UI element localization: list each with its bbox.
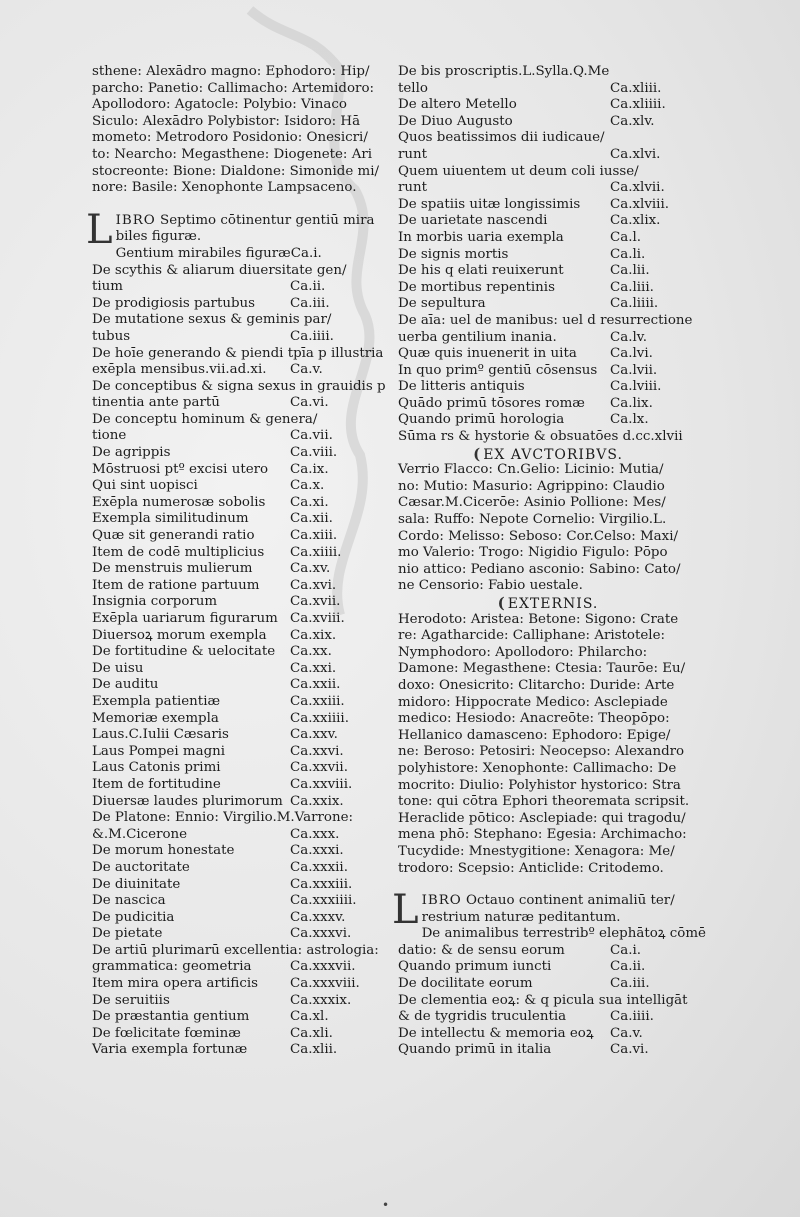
chapter-entry [92, 329, 382, 346]
chapter-number: Ca.i. [610, 942, 642, 958]
chapter-number: Ca.xiii. [290, 528, 338, 544]
chapter-title: De menstruis mulierum [92, 561, 253, 577]
chapter-title: tinentia ante partū [92, 395, 220, 411]
chapter-number: Ca.ii. [610, 959, 646, 975]
chapter-title: Memoriæ exempla [92, 710, 219, 726]
chapter-entry [398, 346, 698, 363]
chapter-title: De sepultura [398, 296, 486, 312]
chapter-title: De conceptu hominum & genera/ [92, 411, 318, 427]
chapter-title: De agrippis [92, 445, 171, 461]
chapter-number: Ca.xxv. [290, 727, 338, 743]
chapter-title: Item de ratione partuum [92, 577, 260, 593]
chapter-number: Ca.xi. [290, 494, 329, 510]
chapter-entry [92, 594, 382, 611]
chapter-entry [398, 114, 698, 131]
text-line: no: Mutio: Masurio: Agrippino: Claudio [398, 478, 665, 494]
chapter-number: Ca.xvii. [290, 594, 341, 610]
text-line: to: Nearcho: Megasthene: Diogenete: Ari [92, 146, 373, 162]
chapter-number: Ca.xxxv. [290, 909, 346, 925]
chapter-entry [92, 412, 382, 429]
text-line: midoro: Hippocrate Medico: Asclepiade [398, 694, 668, 710]
right-column [392, 64, 706, 1059]
chapter-title: Quos beatissimos dii iudicaue/ [398, 130, 605, 146]
chapter-entry [92, 296, 382, 313]
chapter-title: Insignia corporum [92, 594, 218, 610]
text-line: nio attico: Pediano asconio: Sabino: Cato/ [398, 561, 681, 577]
chapter-number: Ca.ix. [290, 461, 329, 477]
text-line: ne Censorio: Fabio uestale. [398, 578, 583, 594]
chapter-entry [92, 777, 382, 794]
chapter-number: Ca.xlviii. [610, 196, 669, 212]
spacer [92, 197, 382, 213]
chapter-entry [398, 396, 698, 413]
chapter-entry [92, 561, 382, 578]
text-line: trodoro: Scepsio: Anticlide: Critodemo. [398, 860, 664, 876]
chapter-title: Diuersoꝝ morum exempla [92, 627, 267, 643]
chapter-number: Ca.iiii. [290, 328, 334, 344]
chapter-title: De Diuo Augusto [398, 113, 513, 129]
chapter-title: De uarietate nascendi [398, 213, 548, 229]
chapter-title: De bis proscriptis.L.Sylla.Q.Me [398, 64, 610, 79]
chapter-number: Ca.xlvii. [610, 180, 665, 196]
book-head-text: Octauo continent animaliū ter/ [466, 893, 675, 909]
chapter-number: Ca.xlii. [290, 1042, 338, 1058]
chapter-title: tello [398, 80, 428, 96]
chapter-title: De docilitate eorum [398, 976, 533, 992]
chapter-title: Laus Pompei magni [92, 743, 226, 759]
chapter-entry [398, 180, 698, 197]
chapter-number: Ca.lv. [610, 329, 647, 345]
chapter-entry [92, 760, 382, 777]
chapter-number: Ca.lii. [610, 263, 650, 279]
text-line: sala: Ruffo: Nepote Cornelio: Virgilio.L. [398, 512, 667, 528]
book-head-line2: biles figuræ. [115, 229, 202, 245]
text-line: stocreonte: Bione: Dialdone: Simonide mi/ [92, 163, 380, 179]
chapter-number: Ca.viii. [290, 445, 338, 461]
chapter-entry [398, 130, 698, 147]
chapter-number: Ca.liiii. [610, 296, 659, 312]
chapter-entry [92, 346, 382, 363]
chapter-title: Sūma rs & hystorie & obsuatōes d.cc.xlvii [398, 429, 683, 445]
chapter-title: Diuersæ laudes plurimorum [92, 793, 283, 809]
chapter-entry [92, 1009, 382, 1026]
chapter-entry [398, 959, 698, 976]
chapter-title: Quando primū horologia [398, 412, 565, 428]
chapter-number: Ca.v. [290, 362, 323, 378]
chapter-title: De Platone: Ennio: Virgilio.M.Varrone: [92, 810, 354, 826]
chapter-entry [398, 976, 698, 993]
chapter-title: De morum honestate [92, 843, 235, 859]
chapter-title: Item de fortitudine [92, 776, 221, 792]
chapter-number: Ca.xxiiii. [290, 710, 349, 726]
chapter-entry [92, 495, 382, 512]
text-line: Damone: Megasthene: Ctesia: Taurōe: Eu/ [398, 661, 686, 677]
text-line: mo Valerio: Trogo: Nigidio Figulo: Pōpo [398, 545, 668, 561]
page-mark: • [382, 1198, 390, 1212]
chapter-entry [398, 330, 698, 347]
spacer [398, 877, 698, 893]
chapter-title: Varia exempla fortunæ [92, 1042, 248, 1058]
chapter-number: Ca.vii. [290, 428, 333, 444]
chapter-entry [398, 429, 698, 446]
chapter-entry [92, 362, 382, 379]
chapter-title: exēpla mensibus.vii.ad.xi. [92, 362, 267, 378]
text-line: medico: Hesiodo: Anacreōte: Theopōpo: [398, 711, 670, 727]
chapter-entry [398, 147, 698, 164]
chapter-number: Ca.xviii. [290, 611, 345, 626]
chapter-entry [398, 81, 698, 98]
chapter-number: Ca.l. [610, 229, 642, 245]
chapter-entry [92, 794, 382, 811]
chapter-number: Ca.xxxvii. [290, 959, 356, 975]
chapter-entry [92, 744, 382, 761]
book-head-line2: restrium naturæ peditantum. [421, 909, 621, 925]
chapter-entry [92, 611, 382, 628]
chapter-entry [398, 943, 698, 960]
chapter-entry [398, 97, 698, 114]
text-line: Hellanico damasceno: Ephodoro: Epige/ [398, 727, 671, 743]
chapter-number: Ca.lx. [610, 412, 649, 428]
chapter-title: Quæ quis inuenerit in uita [398, 346, 577, 362]
chapter-entry [398, 164, 698, 181]
chapter-entry [116, 246, 382, 263]
chapter-number: Ca.xxix. [290, 793, 344, 809]
right-chapter-list-bottom [398, 926, 706, 1059]
chapter-entry [398, 1042, 698, 1059]
chapter-entry [398, 64, 698, 81]
chapter-number: Ca.xxxvi. [290, 926, 352, 942]
chapter-entry [92, 428, 382, 445]
chapter-entry [92, 545, 382, 562]
chapter-title: De pudicitia [92, 909, 175, 925]
chapter-title: Mōstruosi ptº excisi utero [92, 461, 269, 477]
chapter-entry [92, 445, 382, 462]
chapter-title: De clementia eoꝝ: & q picula sua intelligāt [398, 992, 688, 1008]
text-line: Herodoto: Aristea: Betone: Sigono: Crate [398, 611, 679, 627]
chapter-entry [92, 661, 382, 678]
chapter-number: Ca.xxvii. [290, 760, 348, 776]
chapter-entry [92, 694, 382, 711]
chapter-number: Ca.lix. [610, 395, 653, 411]
chapter-entry [398, 280, 698, 297]
text-line: mena phō: Stephano: Egesia: Archimacho: [398, 827, 687, 843]
chapter-entry [92, 528, 382, 545]
chapter-number: Ca.iiii. [610, 1009, 654, 1025]
chapter-number: Ca.xl. [290, 1009, 329, 1025]
chapter-title: De auditu [92, 677, 159, 693]
chapter-entry [398, 1026, 698, 1043]
chapter-title: De fœlicitate fœminæ [92, 1025, 241, 1041]
chapter-title: De mutatione sexus & geminis par/ [92, 312, 332, 328]
chapter-number: Ca.li. [610, 246, 646, 262]
chapter-title: In morbis uaria exempla [398, 229, 564, 245]
decorated-initial: L [392, 887, 419, 934]
chapter-title: De hoīe generando & piendi tpīa p illustria [92, 345, 384, 361]
chapter-entry [398, 313, 698, 330]
book-head-text: Septimo cōtinentur gentiū mira [160, 212, 375, 228]
chapter-title: De signis mortis [398, 246, 509, 262]
chapter-number: Ca.liii. [610, 279, 654, 295]
chapter-title: De aīa: uel de manibus: uel d resurrectione [398, 312, 693, 328]
chapter-title: & de tygridis truculentia [398, 1009, 567, 1025]
chapter-title: De animalibus terrestribº elephātoꝝ cōmē [421, 926, 706, 942]
chapter-entry [92, 378, 386, 396]
chapter-entry [398, 1009, 698, 1026]
chapter-title: runt [398, 180, 428, 196]
chapter-title: Exēpla numerosæ sobolis [92, 494, 266, 510]
chapter-title: De diuinitate [92, 876, 181, 892]
text-line: polyhistore: Xenophonte: Callimacho: De [398, 760, 677, 776]
chapter-title: De pietate [92, 926, 163, 942]
chapter-entry [92, 462, 382, 479]
chapter-number: Ca.xlvi. [610, 146, 661, 162]
chapter-title: tubus [92, 328, 131, 344]
chapter-title: runt [398, 146, 428, 162]
chapter-number: Ca.xlix. [610, 213, 661, 229]
chapter-title: Quādo primū tōsores romæ [398, 395, 585, 411]
chapter-title: Quem uiuentem ut deum coli iusse/ [398, 163, 639, 179]
chapter-entry [92, 910, 382, 927]
chapter-title: De artiū plurimarū excellentia: astrologia: [92, 942, 379, 958]
chapter-title: Laus Catonis primi [92, 760, 221, 776]
chapter-number: Ca.xxxiiii. [290, 893, 357, 909]
chapter-title: In quo primº gentiū cōsensus [398, 362, 598, 378]
chapter-entry [92, 677, 382, 694]
chapter-entry [398, 379, 698, 396]
chapter-number: Ca.xliiii. [610, 97, 666, 113]
chapter-number: Ca.i. [290, 245, 322, 261]
chapter-title: De altero Metello [398, 97, 517, 113]
chapter-entry [92, 279, 382, 296]
chapter-entry [92, 860, 382, 877]
text-line: Apollodoro: Agatocle: Polybio: Vinaco [92, 97, 347, 113]
chapter-title: Quæ sit generandi ratio [92, 528, 255, 544]
externis-heading: ( EXTERNIS. [497, 594, 599, 612]
right-chapter-list [398, 64, 698, 446]
chapter-number: Ca.iii. [610, 976, 650, 992]
text-line: Nymphodoro: Apollodoro: Philarcho: [398, 644, 648, 660]
chapter-title: Quando primum iuncti [398, 959, 552, 975]
chapter-entry [92, 711, 382, 728]
chapter-number: Ca.xxxi. [290, 843, 344, 859]
text-line: sthene: Alexādro magno: Ephodoro: Hip/ [92, 64, 370, 79]
chapter-number: Ca.xxxviii. [290, 976, 360, 992]
chapter-entry [92, 810, 382, 827]
chapter-entry [92, 578, 382, 595]
chapter-title: datio: & de sensu eorum [398, 942, 565, 958]
chapter-entry [92, 395, 382, 412]
chapter-title: uerba gentilium inania. [398, 329, 557, 345]
chapter-number: Ca.xxiii. [290, 693, 345, 709]
chapter-title: De nascica [92, 893, 166, 909]
chapter-entry [92, 893, 382, 910]
chapter-title: grammatica: geometria [92, 959, 252, 975]
chapter-entry [92, 959, 382, 976]
chapter-title: De seruitiis [92, 992, 170, 1008]
auctoribus-list [398, 462, 698, 595]
left-column [86, 64, 386, 1059]
chapter-entry [398, 247, 698, 264]
chapter-entry [398, 213, 698, 230]
text-line: doxo: Onesicrito: Clitarcho: Duride: Arte [398, 677, 675, 693]
chapter-number: Ca.lvi. [610, 346, 653, 362]
text-line: tone: qui cōtra Ephori theoremata scripsit. [398, 794, 690, 810]
chapter-title: Exempla similitudinum [92, 511, 249, 527]
chapter-entry [92, 1042, 382, 1059]
chapter-title: De conceptibus & signa sexus in grauidis p [92, 378, 386, 394]
chapter-title: Qui sint uopisci [92, 478, 198, 494]
chapter-entry [398, 230, 698, 247]
chapter-number: Ca.xv. [290, 561, 331, 577]
chapter-title: Gentium mirabiles figuræ [115, 245, 291, 261]
chapter-number: Ca.iii. [290, 295, 330, 311]
chapter-title: Exempla patientiæ [92, 693, 221, 709]
text-line: parcho: Panetio: Callimacho: Artemidoro: [92, 80, 375, 96]
chapter-title: De auctoritate [92, 859, 190, 875]
chapter-number: Ca.xx. [290, 644, 332, 660]
chapter-number: Ca.v. [610, 1025, 643, 1041]
chapter-entry [398, 412, 698, 429]
chapter-entry [92, 843, 382, 860]
chapter-number: Ca.xxx. [290, 826, 340, 842]
chapter-number: Ca.xxii. [290, 677, 341, 693]
chapter-number: Ca.xxxii. [290, 859, 348, 875]
chapter-number: Ca.x. [290, 478, 325, 494]
text-line: re: Agatharcide: Calliphane: Aristotele: [398, 628, 666, 644]
chapter-title: De uisu [92, 660, 144, 676]
chapter-title: De mortibus repentinis [398, 279, 555, 295]
chapter-title: De præstantia gentium [92, 1009, 250, 1025]
chapter-entry [398, 363, 698, 380]
chapter-title: De prodigiosis partubus [92, 295, 256, 311]
chapter-number: Ca.xiiii. [290, 544, 342, 560]
chapter-number: Ca.xxxiii. [290, 876, 353, 892]
chapter-number: Ca.xxxix. [290, 992, 352, 1008]
chapter-entry [92, 926, 382, 943]
text-line: ne: Beroso: Petosiri: Neocepso: Alexandro [398, 744, 685, 760]
chapter-title: Item mira opera artificis [92, 976, 259, 992]
chapter-entry [92, 877, 382, 894]
externis-list [398, 612, 698, 878]
chapter-entry [92, 993, 382, 1010]
chapter-entry [92, 727, 382, 744]
chapter-entry [398, 296, 698, 313]
chapter-number: Ca.xliii. [610, 80, 662, 96]
left-intro-authors [92, 64, 382, 197]
chapter-number: Ca.vi. [290, 395, 329, 411]
decorated-initial: L [86, 206, 113, 253]
book-head-word: IBRO [421, 893, 462, 909]
chapter-entry [92, 263, 382, 280]
book-eight-heading [392, 887, 698, 934]
chapter-title: &.M.Cicerone [92, 826, 188, 842]
chapter-number: Ca.xxviii. [290, 776, 353, 792]
chapter-entry [398, 197, 698, 214]
chapter-entry [398, 263, 698, 280]
chapter-number: Ca.xli. [290, 1025, 333, 1041]
chapter-number: Ca.ii. [290, 279, 326, 295]
text-line: Verrio Flacco: Cn.Gelio: Licinio: Mutia/ [398, 462, 664, 478]
chapter-entry [398, 993, 698, 1010]
chapter-number: Ca.xvi. [290, 577, 337, 593]
chapter-entry [92, 943, 382, 960]
chapter-title: tium [92, 279, 123, 295]
chapter-entry [92, 827, 382, 844]
auctoribus-heading: ( EX AVCTORIBVS. [473, 444, 623, 463]
pilcrow-mark: ( [497, 594, 506, 612]
text-line: Heraclide pōtico: Asclepiade: qui tragodu/ [398, 810, 686, 826]
chapter-number: Ca.xxi. [290, 660, 337, 676]
chapter-title: De his q elati reuixerunt [398, 263, 564, 279]
pilcrow-mark: ( [473, 444, 482, 463]
chapter-number: Ca.xxvi. [290, 743, 344, 759]
chapter-entry [92, 628, 382, 645]
text-line: mometo: Metrodoro Posidonio: Onesicri/ [92, 130, 368, 146]
text-line: mocrito: Diulio: Polyhistor hystorico: Stra [398, 777, 681, 793]
chapter-number: Ca.xlv. [610, 113, 655, 129]
chapter-title: Quando primū in italia [398, 1042, 552, 1058]
chapter-title: Item de codē multiplicius [92, 544, 265, 560]
chapter-title: Laus.C.Iulii Cæsaris [92, 727, 229, 743]
text-line: nore: Basile: Xenophonte Lampsaceno. [92, 180, 357, 196]
chapter-number: Ca.xix. [290, 627, 337, 643]
book-head-word: IBRO [115, 212, 156, 228]
chapter-title: De intellectu & memoria eoꝝ [398, 1025, 594, 1041]
chapter-title: tione [92, 428, 127, 444]
text-line: Cæsar.M.Cicerōe: Asinio Pollione: Mes/ [398, 495, 666, 511]
chapter-title: Exēpla uariarum figurarum [92, 611, 278, 626]
text-line: Cordo: Melisso: Seboso: Cor.Celso: Maxi/ [398, 528, 679, 544]
chapter-number: Ca.vi. [610, 1042, 649, 1058]
chapter-title: De fortitudine & uelocitate [92, 644, 276, 660]
chapter-entry [92, 478, 382, 495]
chapter-number: Ca.lvii. [610, 362, 658, 378]
chapter-entry [92, 312, 382, 329]
chapter-entry [92, 1026, 382, 1043]
chapter-entry [92, 511, 382, 528]
chapter-entry [92, 644, 382, 661]
chapter-number: Ca.lviii. [610, 379, 662, 395]
text-line: Siculo: Alexādro Polybistor: Isidoro: Hā [92, 113, 361, 129]
chapter-number: Ca.xii. [290, 511, 333, 527]
chapter-title: De scythis & aliarum diuersitate gen/ [92, 262, 347, 278]
chapter-entry [421, 926, 706, 943]
chapter-title: De litteris antiquis [398, 379, 525, 395]
left-chapter-list [92, 245, 386, 1059]
text-line: Tucydide: Mnestygitione: Xenagora: Me/ [398, 843, 675, 859]
chapter-title: De spatiis uitæ longissimis [398, 196, 581, 212]
chapter-entry [92, 976, 382, 993]
